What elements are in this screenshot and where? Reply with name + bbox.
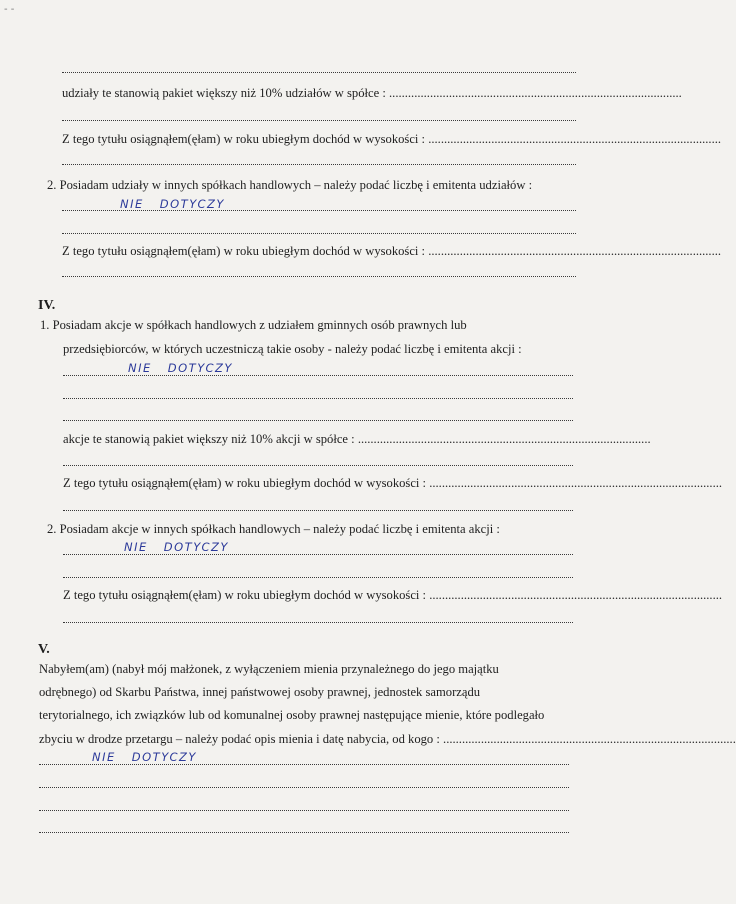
section-iv-item-1-line-2: przedsiębiorców, w których uczestniczą takie osoby - należy podać liczbę i emitenta akcji :	[63, 342, 522, 356]
section-v-line-1: Nabyłem(am) (nabył mój małżonek, z wyłączeniem mienia przynależnego do jego majątku	[39, 662, 499, 676]
dotted-answer-line	[63, 622, 573, 623]
dotted-answer-line	[62, 276, 576, 277]
section-v-line-2: odrębnego) od Skarbu Państwa, innej państwowej osoby prawnej, jednostek samorządu	[39, 685, 481, 699]
dotted-answer-line	[63, 375, 573, 376]
scan-artifact: - -	[4, 4, 15, 15]
section-iv-item-1-line-1: 1. Posiadam akcje w spółkach handlowych z udziałem gminnych osób prawnych lub	[40, 318, 467, 332]
income-row: Z tego tytułu osiągnąłem(ęłam) w roku ubiegłym dochód w wysokości : .............................................................................................	[63, 476, 723, 490]
section-v-line-4: zbyciu w drodze przetargu – należy podać opis mienia i datę nabycia, od kogo :	[39, 732, 440, 746]
handwritten-answer: NIE DOTYCZY	[120, 197, 225, 211]
dotted-answer-line	[63, 510, 573, 511]
income-label: Z tego tytułu osiągnąłem(ęłam) w roku ubiegłym dochód w wysokości :	[62, 244, 426, 258]
section-iv-item-2: 2. Posiadam akcje w innych spółkach handlowych – należy podać liczbę i emitenta akcji :	[47, 522, 500, 536]
dotted-answer-line	[39, 764, 569, 765]
section-iii-item-2: 2. Posiadam udziały w innych spółkach handlowych – należy podać liczbę i emitenta udziałów :	[47, 178, 533, 192]
dotted-answer-line	[63, 554, 573, 555]
income-label: Z tego tytułu osiągnąłem(ęłam) w roku ubiegłym dochód w wysokości :	[63, 476, 427, 490]
dotted-answer-line	[63, 398, 573, 399]
income-row: Z tego tytułu osiągnąłem(ęłam) w roku ubiegłym dochód w wysokości : .............................................................................................	[63, 588, 723, 602]
handwritten-answer: NIE DOTYCZY	[124, 540, 229, 554]
dotted-answer-line	[62, 233, 576, 234]
handwritten-answer: NIE DOTYCZY	[92, 750, 197, 764]
shares-over-10-percent-label: udziały te stanowią pakiet większy niż 10% udziałów w spółce :	[62, 86, 386, 100]
shares-over-10-percent-label: akcje te stanowią pakiet większy niż 10% akcji w spółce :	[63, 432, 355, 446]
section-iv-heading: IV.	[38, 298, 56, 313]
dotted-answer-line	[62, 72, 576, 73]
income-row: Z tego tytułu osiągnąłem(ęłam) w roku ubiegłym dochód w wysokości : .............................................................................................	[62, 132, 722, 146]
section-v-heading: V.	[38, 642, 50, 657]
dotted-answer-line	[62, 164, 576, 165]
dotted-answer-line	[39, 810, 569, 811]
shares-over-10-percent-row: akcje te stanowią pakiet większy niż 10% akcji w spółce : .............................................................................................	[63, 432, 651, 446]
income-label: Z tego tytułu osiągnąłem(ęłam) w roku ubiegłym dochód w wysokości :	[62, 132, 426, 146]
income-label: Z tego tytułu osiągnąłem(ęłam) w roku ubiegłym dochód w wysokości :	[63, 588, 427, 602]
dotted-answer-line	[62, 120, 576, 121]
section-v-line-4-row: zbyciu w drodze przetargu – należy podać opis mienia i datę nabycia, od kogo : .............................................................................................	[39, 732, 736, 746]
dotted-answer-line	[39, 832, 569, 833]
section-v-line-3: terytorialnego, ich związków lub od komunalnej osoby prawnej następujące mienie, które podlegało	[39, 708, 545, 722]
shares-over-10-percent-row: udziały te stanowią pakiet większy niż 10% udziałów w spółce : .............................................................................................	[62, 86, 682, 100]
dotted-answer-line	[39, 787, 569, 788]
dotted-answer-line	[63, 420, 573, 421]
dotted-answer-line	[63, 465, 573, 466]
dotted-answer-line	[63, 577, 573, 578]
income-row: Z tego tytułu osiągnąłem(ęłam) w roku ubiegłym dochód w wysokości : .............................................................................................	[62, 244, 722, 258]
handwritten-answer: NIE DOTYCZY	[128, 361, 233, 375]
